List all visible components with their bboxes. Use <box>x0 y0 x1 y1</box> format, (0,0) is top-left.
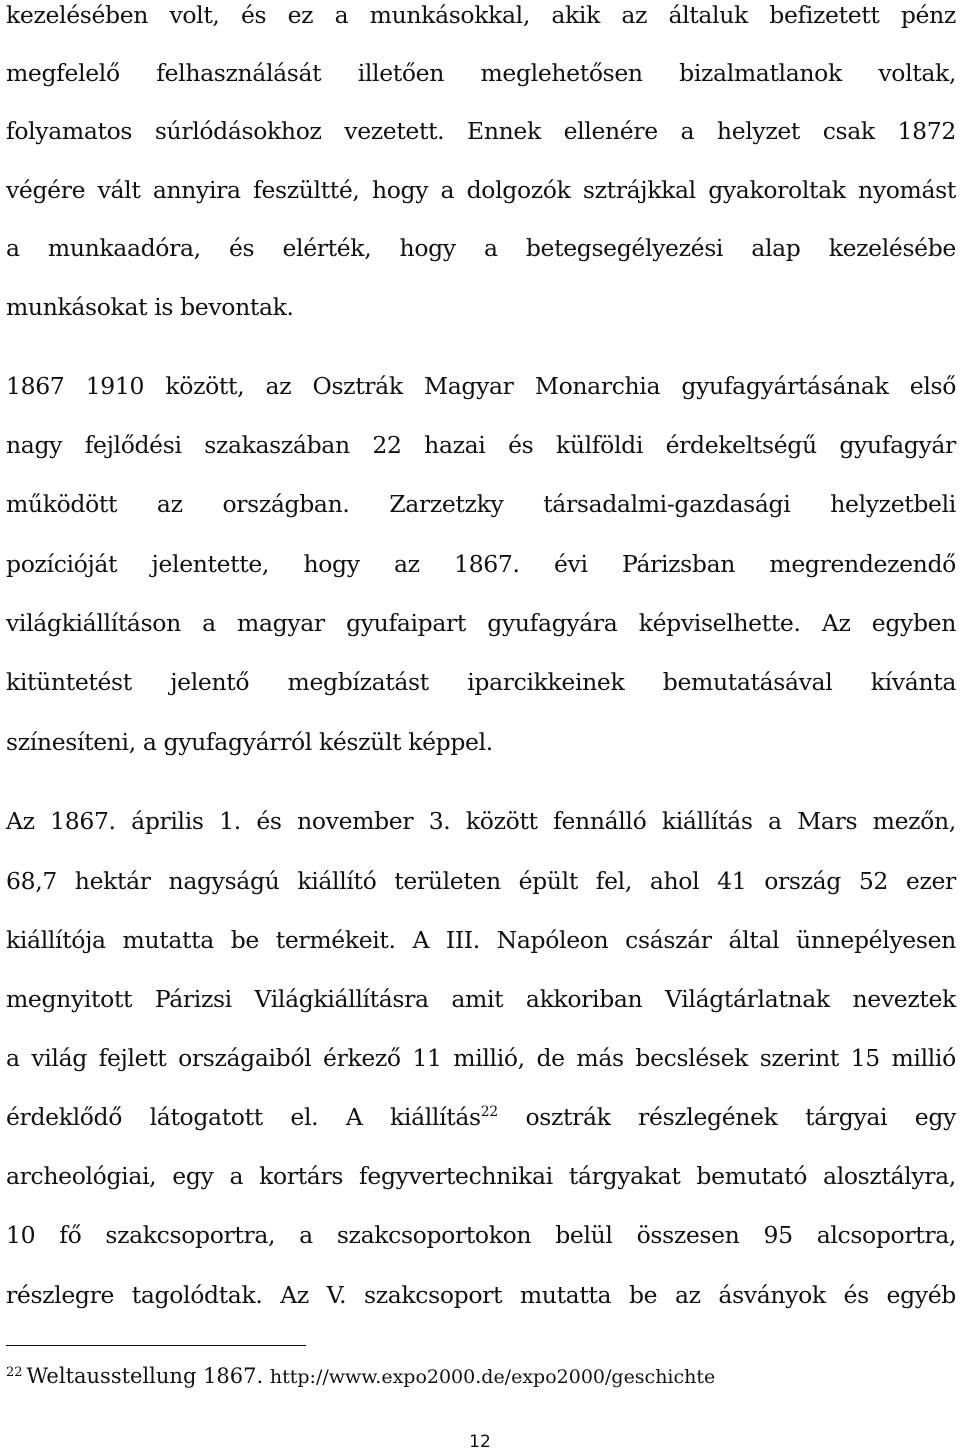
text-line: folyamatos súrlódásokhoz vezetett. Ennek ellenére a helyzet csak 1872 <box>6 117 956 145</box>
text-line: a munkaadóra, és elérték, hogy a betegsegélyezési alap kezelésébe <box>6 234 956 262</box>
footnote-text: Weltausstellung 1867. <box>26 1364 264 1388</box>
footnote-reference: 22 <box>480 1104 498 1120</box>
text-line: érdeklődő látogatott el. A kiállítás$^{22}$ osztrák részlegének tárgyai egy <box>6 1103 956 1131</box>
footnote <box>6 1360 715 1390</box>
text-line: pozícióját jelentette, hogy az 1867. évi Párizsban megrendezendő <box>6 550 956 578</box>
footnote-separator <box>6 1345 306 1346</box>
text-line: kezelésében volt, és ez a munkásokkal, akik az általuk befizetett pénz <box>6 1 956 29</box>
text-line: megnyitott Párizsi Világkiállításra amit akkoriban Világtárlatnak neveztek <box>6 985 956 1013</box>
text-line: 1867 1910 között, az Osztrák Magyar Monarchia gyufagyártásának első <box>6 372 956 400</box>
text-line: kitüntetést jelentő megbízatást iparcikkeinek bemutatásával kívánta <box>6 668 956 696</box>
text-line: színesíteni, a gyufagyárról készült képpel. <box>6 728 493 756</box>
page-number: 12 <box>469 1432 491 1452</box>
text-line: a világ fejlett országaiból érkező 11 millió, de más becslések szerint 15 millió <box>6 1044 956 1072</box>
text-line: végére vált annyira feszültté, hogy a dolgozók sztrájkkal gyakoroltak nyomást <box>6 176 956 204</box>
text-line: világkiállításon a magyar gyufaipart gyufagyára képviselhette. Az egyben <box>6 609 956 637</box>
text-line: 68,7 hektár nagyságú kiállító területen épült fel, ahol 41 ország 52 ezer <box>6 867 956 895</box>
footnote-mark: 22 <box>6 1365 23 1380</box>
text-line: archeológiai, egy a kortárs fegyvertechnikai tárgyakat bemutató alosztályra, <box>6 1162 956 1190</box>
text-line: 10 fő szakcsoportra, a szakcsoportokon belül összesen 95 alcsoportra, <box>6 1221 956 1249</box>
text-line: kiállítója mutatta be termékeit. A III. Napóleon császár által ünnepélyesen <box>6 926 956 954</box>
text-line: Az 1867. április 1. és november 3. között fennálló kiállítás a Mars mezőn, <box>6 807 956 835</box>
text-line: részlegre tagolódtak. Az V. szakcsoport mutatta be az ásványok és egyéb <box>6 1281 956 1309</box>
footnote-url: http://www.expo2000.de/expo2000/geschichte <box>269 1366 716 1388</box>
text-line: munkásokat is bevontak. <box>6 293 294 321</box>
text-line: nagy fejlődési szakaszában 22 hazai és külföldi érdekeltségű gyufagyár <box>6 431 956 459</box>
text-line: megfelelő felhasználását illetően meglehetősen bizalmatlanok voltak, <box>6 59 956 87</box>
text-line: működött az országban. Zarzetzky társadalmi-gazdasági helyzetbeli <box>6 490 956 518</box>
